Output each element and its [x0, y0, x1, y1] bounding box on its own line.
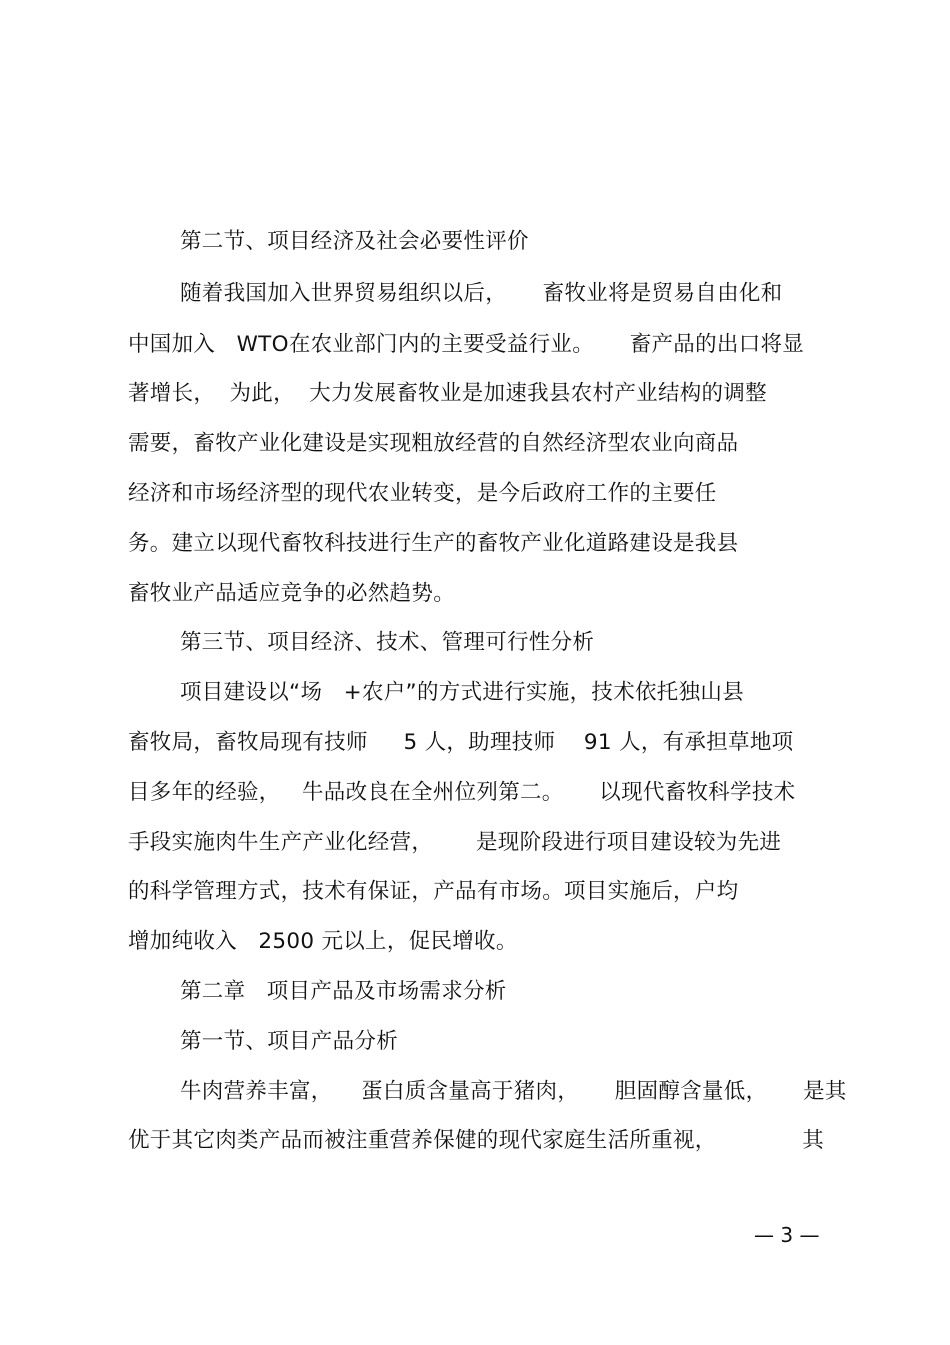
- section-heading: 第一节、项目产品分析: [180, 1029, 399, 1054]
- paragraph-line: 需要，畜牧产业化建设是实现粗放经营的自然经济型农业向商品: [128, 431, 739, 456]
- paragraph-line: 增加纯收入 2500 元以上，促民增收。: [128, 929, 518, 954]
- page-number: — 3 —: [754, 1223, 820, 1247]
- paragraph-line: 著增长， 为此， 大力发展畜牧业是加速我县农村产业结构的调整: [128, 381, 767, 406]
- paragraph-line: 经济和市场经济型的现代农业转变，是今后政府工作的主要任: [128, 481, 717, 506]
- paragraph-line: 目多年的经验， 牛品改良在全州位列第二。 以现代畜牧科学技术: [128, 780, 796, 805]
- paragraph-line: 牛肉营养丰富， 蛋白质含量高于猪肉， 胆固醇含量低， 是其: [180, 1079, 847, 1104]
- paragraph-line: 畜牧业产品适应竞争的必然趋势。: [128, 581, 456, 606]
- chapter-heading: 第二章 项目产品及市场需求分析: [180, 979, 507, 1004]
- section-heading: 第三节、项目经济、技术、管理可行性分析: [180, 630, 595, 655]
- paragraph-line: 随着我国加入世界贸易组织以后， 畜牧业将是贸易自由化和: [180, 281, 783, 306]
- paragraph-line: 的科学管理方式，技术有保证，产品有市场。项目实施后，户均: [128, 879, 739, 904]
- paragraph-line: 优于其它肉类产品而被注重营养保健的现代家庭生活所重视， 其: [128, 1128, 825, 1153]
- paragraph-line: 项目建设以“场 +农户”的方式进行实施，技术依托独山县: [180, 680, 744, 705]
- paragraph-line: 中国加入 WTO在农业部门内的主要受益行业。 畜产品的出口将显: [128, 332, 805, 357]
- paragraph-line: 畜牧局，畜牧局现有技师 5 人，助理技师 91 人，有承担草地项: [128, 730, 794, 755]
- paragraph-line: 手段实施肉牛生产产业化经营， 是现阶段进行项目建设较为先进: [128, 830, 782, 855]
- paragraph-line: 务。建立以现代畜牧科技进行生产的畜牧产业化道路建设是我县: [128, 531, 739, 556]
- section-heading: 第二节、项目经济及社会必要性评价: [180, 229, 529, 254]
